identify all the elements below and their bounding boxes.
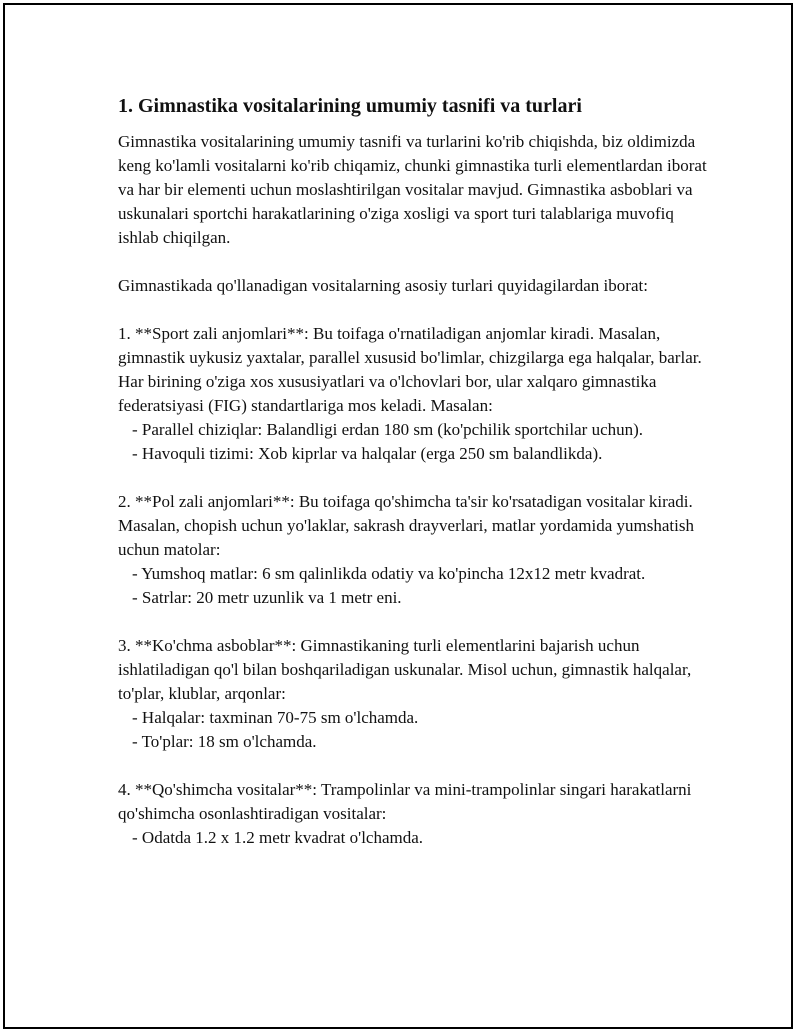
section-text: 3. **Ko'chma asboblar**: Gimnastikaning turli elementlarini bajarish uchun ishlatiladigan qo'l bilan boshqariladigan uskunalar. Misol uchun, gimnastik halqalar, to'plar, klublar, arqonlar: [118,636,692,703]
list-item: - Satrlar: 20 metr uzunlik va 1 metr eni. [132,588,402,607]
section-sport-zali [118,322,718,466]
list-item: - Halqalar: taxminan 70-75 sm o'lchamda. [132,708,419,727]
page-title: 1. Gimnastika vositalarining umumiy tasnifi va turlari [118,95,582,117]
intro-paragraph: Gimnastika vositalarining umumiy tasnifi va turlarini ko'rib chiqishda, biz oldimizda keng ko'lamli vositalarni ko'rib chiqamiz, chunki gimnastika turli elementlardan iborat va har bir elementi uchun moslashtirilgan vositalar mavjud. Gimnastika asboblari va uskunalari sportchi harakatlarining o'ziga xosligi va sport turi talablariga muvofiq ishlab chiqilgan. [118,132,707,247]
list-item: - To'plar: 18 sm o'lchamda. [132,732,317,751]
section-kochma-asboblar [118,634,718,754]
section-list [118,826,718,850]
section-text: 1. **Sport zali anjomlari**: Bu toifaga o'rnatiladigan anjomlar kiradi. Masalan, gimnastik uykusiz yaxtalar, parallel xususid bo'limlar, chizgilarga ega halqalar, barlar. Har birining o'ziga xos xususiyatlari va o'lchovlari bor, ular xalqaro gimnastika federatsiyasi (FIG) standartlariga mos keladi. Masalan: [118,324,702,415]
list-item: - Yumshoq matlar: 6 sm qalinlikda odatiy va ko'pincha 12x12 metr kvadrat. [132,564,646,583]
lead-paragraph: Gimnastikada qo'llanadigan vositalarning asosiy turlari quyidagilardan iborat: [118,276,648,295]
list-item: - Havoquli tizimi: Xob kiprlar va halqalar (erga 250 sm balandlikda). [132,444,603,463]
section-text: 4. **Qo'shimcha vositalar**: Trampolinlar va mini-trampolinlar singari harakatlarni qo'shimcha osonlashtiradigan vositalar: [118,780,692,823]
section-list [118,706,718,754]
document-body [118,92,718,874]
section-list [118,418,718,466]
section-text: 2. **Pol zali anjomlari**: Bu toifaga qo'shimcha ta'sir ko'rsatadigan vositalar kiradi. Masalan, chopish uchun yo'laklar, sakrash drayverlari, matlar yordamida yumshatish uchun matolar: [118,492,694,559]
list-item: - Odatda 1.2 x 1.2 metr kvadrat o'lchamda. [132,828,424,847]
section-qoshimcha-vositalar [118,778,718,850]
section-list [118,562,718,610]
section-pol-zali [118,490,718,610]
list-item: - Parallel chiziqlar: Balandligi erdan 180 sm (ko'pchilik sportchilar uchun). [132,420,644,439]
